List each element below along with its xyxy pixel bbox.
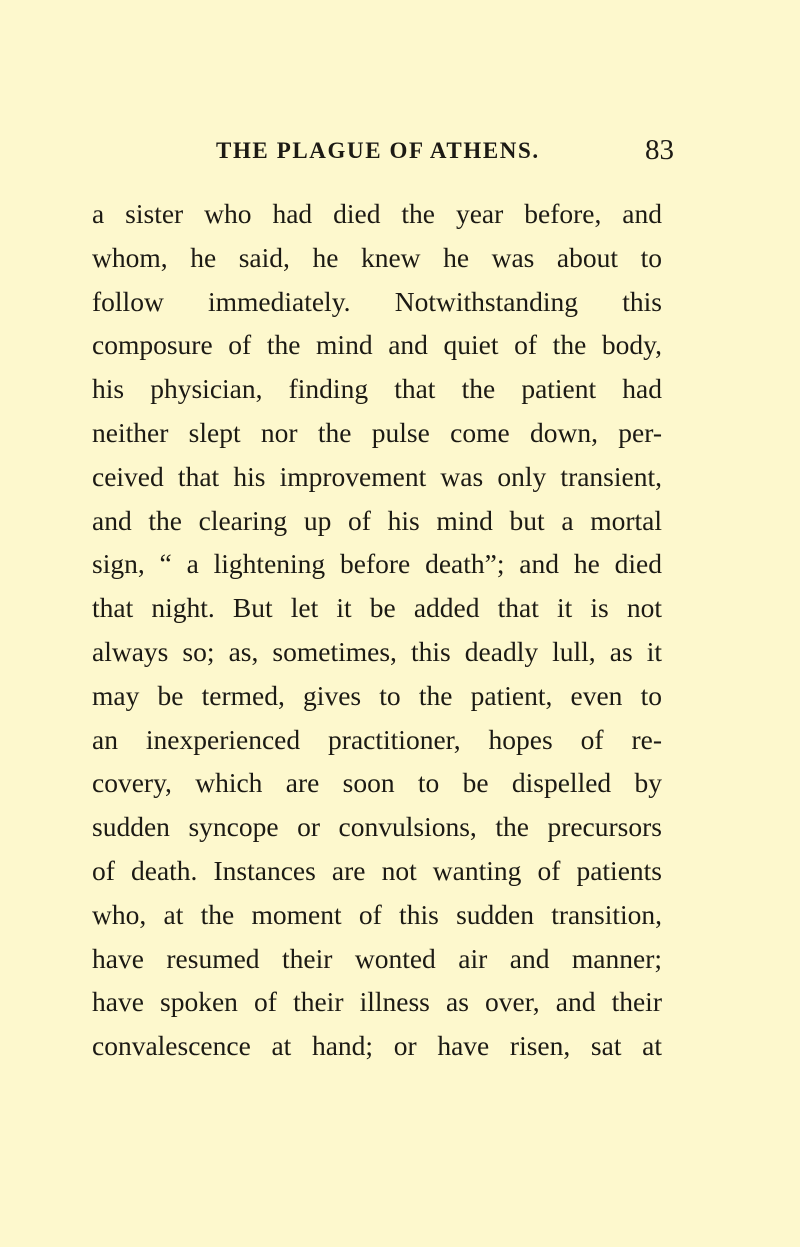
text-line: an inexperienced practitioner, hopes of re- — [92, 723, 662, 755]
page-number: 83 — [645, 134, 674, 166]
text-line: have spoken of their illness as over, and their — [92, 986, 662, 1018]
text-line: sudden syncope or convulsions, the precursors — [92, 811, 662, 843]
text-line: a sister who had died the year before, and — [92, 198, 662, 229]
text-line: ceived that his improvement was only transient, — [92, 460, 662, 492]
text-line: sign, “ a lightening before death”; and he died — [92, 548, 662, 580]
running-title: THE PLAGUE OF ATHENS. — [216, 138, 540, 163]
text-line: may be termed, gives to the patient, even to — [92, 679, 662, 711]
text-line: always so; as, sometimes, this deadly lull, as it — [92, 635, 662, 667]
text-line: whom, he said, he knew he was about to — [92, 241, 662, 273]
text-line: his physician, finding that the patient had — [92, 373, 662, 405]
text-line: covery, which are soon to be dispelled by — [92, 767, 662, 799]
text-line: that night. But let it be added that it is not — [92, 592, 662, 624]
text-line: convalescence at hand; or have risen, sat at — [92, 1030, 662, 1062]
text-line: and the clearing up of his mind but a mortal — [92, 504, 662, 536]
text-line: of death. Instances are not wanting of patients — [92, 854, 662, 886]
running-head — [0, 134, 800, 172]
text-line: follow immediately. Notwithstanding this — [92, 285, 662, 317]
text-line: who, at the moment of this sudden transition, — [92, 898, 662, 930]
body-text — [92, 192, 662, 1068]
text-line: composure of the mind and quiet of the body, — [92, 329, 662, 361]
text-line: have resumed their wonted air and manner; — [92, 942, 662, 974]
text-line: neither slept nor the pulse come down, per- — [92, 416, 662, 448]
